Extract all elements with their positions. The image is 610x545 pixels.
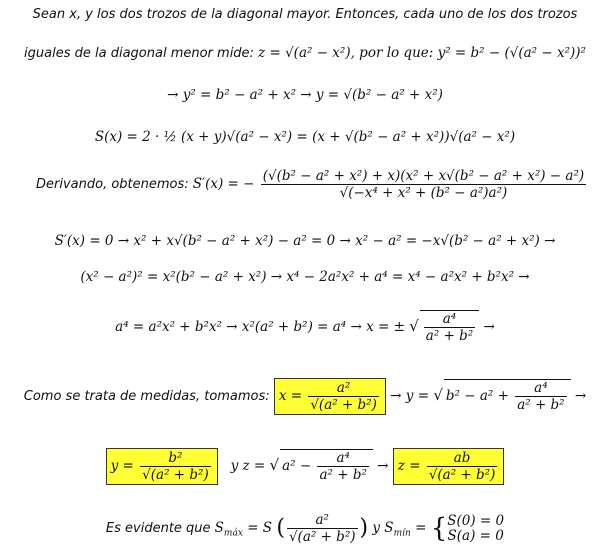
derivative-numerator: (√(b² − a² + x²) + x)(x² + x√(b² − a² + x²) − a²) — [262, 168, 585, 184]
squared-eq: (x² − a²)² = x²(b² − a² + x²) → x⁴ − 2a²x² + a⁴ = x⁴ − a²x² + b²x² → — [80, 269, 530, 285]
line-7 — [0, 268, 610, 286]
x-result-lhs: x = — [278, 388, 303, 404]
z-result-lhs: z = — [397, 458, 421, 474]
smin-cases — [447, 514, 504, 544]
y-radicand-a: b² − a² + — [445, 388, 509, 404]
paren-left: ( — [276, 515, 285, 541]
derivative-fraction — [261, 168, 586, 201]
smin-symbol: y S — [372, 520, 394, 536]
smin-case-1: S(0) = 0 — [447, 512, 505, 529]
line-3 — [0, 86, 610, 104]
y-result-lhs: y = — [110, 458, 134, 474]
z-radicand — [280, 449, 373, 483]
z-expression: z = √(a² − x²), por lo que: y² = b² − (√(a² − x²))² — [258, 45, 586, 61]
smax-subscript: máx — [223, 528, 243, 539]
y-derivation: → y² = b² − a² + x² → y = √(b² − a² + x²) — [167, 87, 443, 103]
line-6 — [0, 232, 610, 250]
x-solution-den: a² + b² — [425, 328, 474, 344]
z-radicand-a: a² − — [282, 458, 312, 474]
radical-sign: √ — [269, 456, 280, 474]
x-result-num: a² — [308, 380, 379, 397]
area-function: S(x) = 2 · ½ (x + y)√(a² − x²) = (x + √(b² − a² + x²))√(a² − x²) — [94, 129, 516, 145]
line-4 — [0, 128, 610, 146]
x-solution-fraction — [424, 311, 475, 344]
z-mid-lhs: y z = — [230, 458, 266, 474]
y-radicand-num: a⁴ — [515, 380, 566, 397]
paren-right: ) — [359, 515, 369, 541]
radical-sign: √ — [433, 386, 443, 404]
brace: { — [430, 513, 448, 544]
derivative-lhs: S′(x) = − — [192, 176, 255, 192]
smin-subscript: mín — [393, 528, 411, 539]
y-result-fraction — [140, 450, 211, 483]
y-radicand — [444, 379, 571, 413]
y-result-box — [106, 448, 218, 485]
y-result-den: √(a² + b²) — [142, 467, 209, 483]
smax-num: a² — [287, 512, 358, 529]
y-radicand-den: a² + b² — [517, 397, 565, 413]
y-radicand-fraction — [515, 380, 566, 413]
smax-symbol: S — [214, 520, 224, 536]
derivative-denominator: √(−x⁴ + x² + (b² − a²)a²) — [339, 185, 508, 201]
line-11: Es evidente que $S_{máx} = S$ ( $\frac{\text{a²}}{\text{√(a² + b²)}}$ ) y $S_{mín}$ = { S(0) = 0 S(a) = 0 — [105, 512, 505, 545]
radical-sign: √ — [409, 317, 419, 335]
smax-eq: = S — [242, 520, 273, 536]
z-result-num: ab — [427, 450, 498, 467]
line-2 — [0, 44, 610, 63]
x-result-fraction — [308, 380, 379, 413]
y-result-num: b² — [140, 450, 211, 467]
smin-case-2: S(a) = 0 — [447, 527, 504, 544]
z-radicand-num: a⁴ — [317, 450, 368, 467]
x-result-box — [274, 378, 386, 415]
z-result-box — [393, 448, 505, 485]
line-8: a⁴ = a²x² + b²x² → x²(a² + b²) = a⁴ → x = ± √ $\frac{\text{a⁴}}{\text{a² + b²}}$ → — [115, 311, 495, 344]
z-radicand-fraction — [317, 450, 368, 483]
y-rhs-lhs: → y = — [390, 388, 430, 404]
x-solution-num: a⁴ — [424, 311, 475, 328]
intro-text: Sean x, y los dos trozos de la diagonal mayor. Entonces, cada uno de los dos trozos — [32, 7, 578, 22]
line-1 — [0, 6, 610, 24]
x-solution-lhs: a⁴ = a²x² + b²x² → x²(a² + b²) = a⁴ → x = ± — [115, 319, 405, 335]
critical-point-eq: S′(x) = 0 → x² + x√(b² − a² + x²) − a² = 0 → x² − a² = −x√(b² − a² + x²) → — [54, 233, 556, 249]
x-result-den: √(a² + b²) — [310, 397, 377, 413]
z-radicand-den: a² + b² — [319, 467, 367, 483]
derivative-text: Derivando, obtenemos: — [36, 177, 193, 192]
line-9: Como se trata de medidas, tomamos: x = $\frac{\text{a²}}{\text{√(a² + b²)}}$ → y = √ b² − a² + $\frac{\text{a⁴}}{\text{a² + b²}}$ → — [23, 380, 587, 413]
diagonal-text: iguales de la diagonal menor mide: — [24, 46, 259, 61]
z-result-den: √(a² + b²) — [428, 467, 496, 483]
measures-text: Como se trata de medidas, tomamos: — [23, 389, 274, 404]
line-10: y = $\frac{\text{b²}}{\text{√(a² + b²)}}$ y z = √ a² − $\frac{\text{a⁴}}{\text{a² + b²}}$ → z = $\frac{ab}{\text{√(a² + b²)}}$ — [0, 448, 610, 485]
line-5 — [36, 168, 610, 201]
smax-den: √(a² + b²) — [288, 529, 356, 545]
smax-fraction — [287, 512, 358, 545]
evident-text: Es evidente que — [105, 521, 215, 536]
z-result-fraction — [427, 450, 498, 483]
